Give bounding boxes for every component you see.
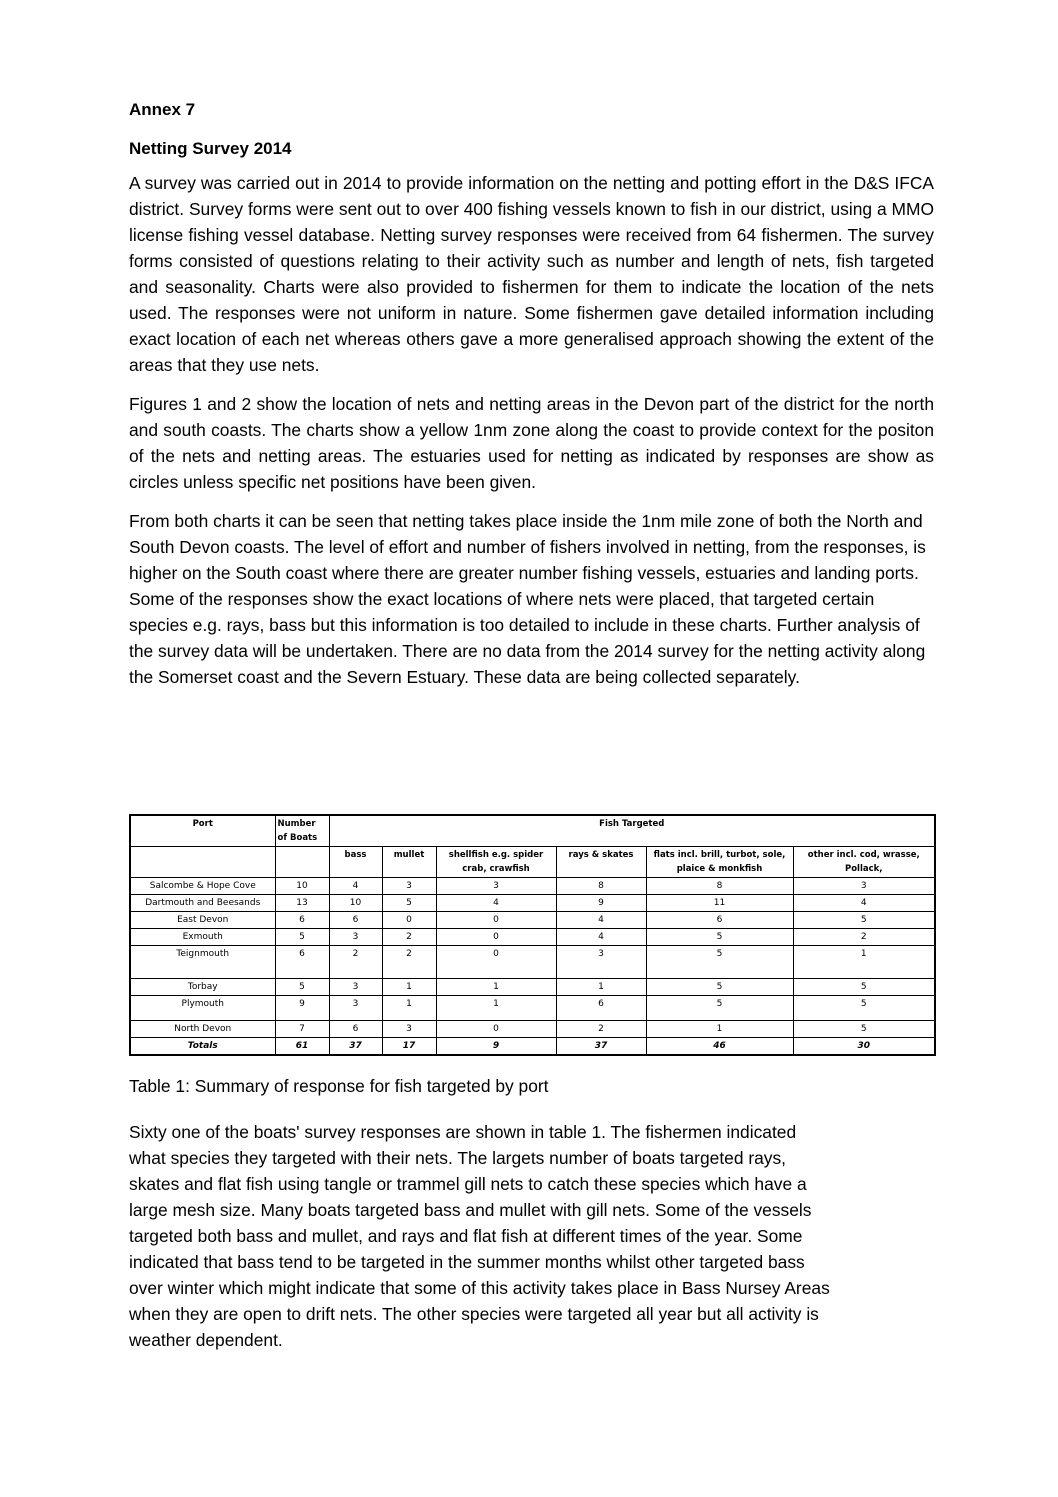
table-subheader-row: [130, 847, 935, 878]
cell-other: 5: [793, 996, 935, 1021]
cell-flats: 5: [646, 979, 793, 996]
cell-rays: 4: [556, 929, 646, 946]
paragraph-figures: Figures 1 and 2 show the location of nets and netting areas in the Devon part of the district for the north and south coasts. The charts show a yellow 1nm zone along the coast to provide context for the positon of the nets and netting areas. The estuaries used for netting as indicated by responses are show as circles unless specific net positions have been given.: [129, 394, 934, 492]
text-line: Sixty one of the boats' survey responses are shown in table 1. The fishermen indicated: [129, 1122, 797, 1142]
cell-port: Salcombe & Hope Cove: [130, 878, 275, 895]
cell-other: 5: [793, 912, 935, 929]
cell-port: Dartmouth and Beesands: [130, 895, 275, 912]
cell-other: 4: [793, 895, 935, 912]
cell-mullet: 5: [382, 895, 436, 912]
totals-mullet: 17: [382, 1038, 436, 1056]
cell-bass: 4: [329, 878, 382, 895]
paragraph-intro: A survey was carried out in 2014 to provide information on the netting and potting effort in the D&S IFCA district. Survey forms were sent out to over 400 fishing vessels known to fish in our district, using a MMO license fishing vessel database. Netting survey responses were received from 64 fishermen. The survey forms consisted of questions relating to their activity such as number and length of nets, fish targeted and seasonality. Charts were also provided to fishermen for them to indicate the location of the nets used. The responses were not uniform in nature. Some fishermen gave detailed information including exact location of each net whereas others gave a more generalised approach showing the extent of the areas that they use nets.: [129, 173, 934, 375]
text-line: targeted both bass and mullet, and rays and flat fish at different times of the year. Some: [129, 1226, 803, 1246]
cell-flats: 8: [646, 878, 793, 895]
text-line: over winter which might indicate that some of this activity takes place in Bass Nursey Areas: [129, 1278, 830, 1298]
totals-bass: 37: [329, 1038, 382, 1056]
totals-label: Totals: [130, 1038, 275, 1056]
cell-rays: 6: [556, 996, 646, 1021]
cell-rays: 8: [556, 878, 646, 895]
table-row: [130, 912, 935, 929]
header-shellfish: shellfish e.g. spider crab, crawfish: [436, 847, 556, 878]
cell-flats: 11: [646, 895, 793, 912]
cell-other: 3: [793, 878, 935, 895]
table-row: [130, 878, 935, 895]
paragraph-summary: [129, 1119, 934, 1353]
cell-other: 2: [793, 929, 935, 946]
text-line: skates and flat fish using tangle or trammel gill nets to catch these species which have a: [129, 1174, 807, 1194]
cell-rays: 9: [556, 895, 646, 912]
cell-bass: 3: [329, 929, 382, 946]
table-row: [130, 996, 935, 1021]
cell-boats: 6: [275, 912, 329, 929]
table-row: [130, 895, 935, 912]
fish-targeted-table: [129, 814, 936, 1056]
cell-rays: 2: [556, 1021, 646, 1038]
cell-port: Teignmouth: [130, 946, 275, 979]
cell-port: North Devon: [130, 1021, 275, 1038]
table-header-row: [130, 815, 935, 847]
cell-bass: 6: [329, 912, 382, 929]
cell-rays: 4: [556, 912, 646, 929]
cell-other: 1: [793, 946, 935, 979]
table-row: [130, 1021, 935, 1038]
header-port: Port: [130, 815, 275, 847]
cell-flats: 6: [646, 912, 793, 929]
table-caption: Table 1: Summary of response for fish targeted by port: [129, 1076, 549, 1096]
table-row: [130, 929, 935, 946]
header-rays-skates: rays & skates: [556, 847, 646, 878]
document-title: Netting Survey 2014: [129, 139, 292, 158]
totals-rays: 37: [556, 1038, 646, 1056]
cell-boats: 7: [275, 1021, 329, 1038]
header-fish-targeted: Fish Targeted: [329, 815, 935, 847]
cell-shellfish: 4: [436, 895, 556, 912]
cell-flats: 1: [646, 1021, 793, 1038]
cell-port: Torbay: [130, 979, 275, 996]
totals-boats: 61: [275, 1038, 329, 1056]
cell-boats: 5: [275, 979, 329, 996]
cell-boats: 9: [275, 996, 329, 1021]
cell-shellfish: 0: [436, 929, 556, 946]
table-totals-row: [130, 1038, 935, 1056]
cell-bass: 2: [329, 946, 382, 979]
cell-bass: 3: [329, 996, 382, 1021]
cell-bass: 10: [329, 895, 382, 912]
cell-boats: 13: [275, 895, 329, 912]
cell-shellfish: 1: [436, 996, 556, 1021]
header-bass: bass: [329, 847, 382, 878]
totals-shellfish: 9: [436, 1038, 556, 1056]
cell-bass: 6: [329, 1021, 382, 1038]
cell-other: 5: [793, 979, 935, 996]
text-line: what species they targeted with their nets. The largets number of boats targeted rays,: [129, 1148, 787, 1168]
cell-mullet: 1: [382, 979, 436, 996]
header-mullet: mullet: [382, 847, 436, 878]
cell-flats: 5: [646, 929, 793, 946]
cell-shellfish: 1: [436, 979, 556, 996]
cell-shellfish: 3: [436, 878, 556, 895]
cell-shellfish: 0: [436, 1021, 556, 1038]
cell-other: 5: [793, 1021, 935, 1038]
cell-port: East Devon: [130, 912, 275, 929]
totals-flats: 46: [646, 1038, 793, 1056]
annex-heading: Annex 7: [129, 100, 196, 119]
table-row: [130, 946, 935, 979]
header-other: other incl. cod, wrasse, Pollack,: [793, 847, 935, 878]
cell-shellfish: 0: [436, 946, 556, 979]
document-page: [129, 100, 934, 690]
cell-mullet: 2: [382, 929, 436, 946]
cell-flats: 5: [646, 996, 793, 1021]
text-line: indicated that bass tend to be targeted in the summer months whilst other targeted bass: [129, 1252, 805, 1272]
cell-mullet: 3: [382, 1021, 436, 1038]
cell-port: Plymouth: [130, 996, 275, 1021]
cell-rays: 1: [556, 979, 646, 996]
cell-mullet: 1: [382, 996, 436, 1021]
cell-boats: 6: [275, 946, 329, 979]
cell-flats: 5: [646, 946, 793, 979]
cell-mullet: 0: [382, 912, 436, 929]
paragraph-charts: From both charts it can be seen that netting takes place inside the 1nm mile zone of both the North and South Devon coasts. The level of effort and number of fishers involved in netting, from the responses, is higher on the South coast where there are greater number fishing vessels, estuaries and landing ports. Some of the responses show the exact locations of where nets were placed, that targeted certain species e.g. rays, bass but this information is too detailed to include in these charts. Further analysis of the survey data will be undertaken. There are no data from the 2014 survey for the netting activity along the Somerset coast and the Severn Estuary. These data are being collected separately.: [129, 511, 926, 687]
text-line: when they are open to drift nets. The other species were targeted all year but all activity is: [129, 1304, 819, 1324]
cell-boats: 5: [275, 929, 329, 946]
cell-rays: 3: [556, 946, 646, 979]
table-row: [130, 979, 935, 996]
totals-other: 30: [793, 1038, 935, 1056]
cell-port: Exmouth: [130, 929, 275, 946]
cell-mullet: 3: [382, 878, 436, 895]
header-flats: flats incl. brill, turbot, sole, plaice & monkfish: [646, 847, 793, 878]
cell-bass: 3: [329, 979, 382, 996]
text-line: large mesh size. Many boats targeted bass and mullet with gill nets. Some of the vessels: [129, 1200, 812, 1220]
cell-boats: 10: [275, 878, 329, 895]
header-number-of-boats: Number of Boats: [275, 815, 329, 847]
cell-shellfish: 0: [436, 912, 556, 929]
text-line: weather dependent.: [129, 1330, 283, 1350]
cell-mullet: 2: [382, 946, 436, 979]
